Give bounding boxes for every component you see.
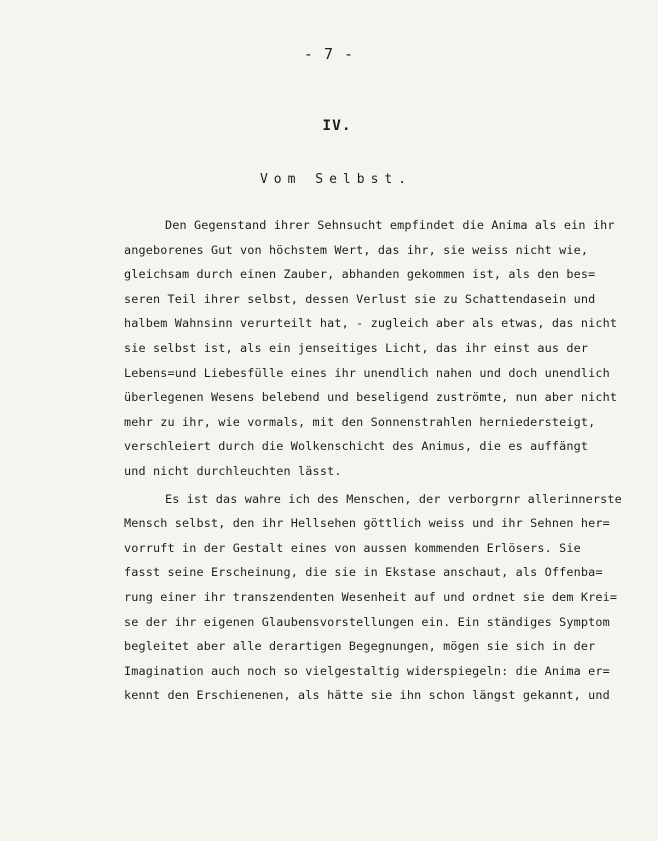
text-line: und nicht durchleuchten lässt. (124, 463, 342, 478)
body-text (124, 213, 624, 708)
text-line: angeborenes Gut von höchstem Wert, das ihr, sie weiss nicht wie, (124, 242, 589, 257)
text-line: begleitet aber alle derartigen Begegnungen, mögen sie sich in der (124, 639, 596, 654)
text-line: Den Gegenstand ihrer Sehnsucht empfindet die Anima als ein ihr (165, 218, 615, 232)
text-line: sie selbst ist, als ein jenseitiges Licht, das ihr einst aus der (124, 340, 589, 355)
text-line: Mensch selbst, den ihr Hellsehen göttlich weiss und ihr Sehnen her= (124, 516, 610, 531)
text-line: gleichsam durch einen Zauber, abhanden gekommen ist, als den bes= (124, 267, 596, 282)
text-line: Imagination auch noch so vielgestaltig widerspiegeln: die Anima er= (124, 663, 610, 678)
text-line: halbem Wahnsinn verurteilt hat, - zugleich aber als etwas, das nicht (124, 316, 618, 331)
text-line: rung einer ihr transzendenten Wesenheit auf und ordnet sie dem Krei= (124, 589, 618, 604)
text-line: se der ihr eigenen Glaubensvorstellungen ein. Ein ständiges Symptom (124, 614, 610, 629)
paragraph-2 (124, 487, 624, 708)
text-line: Es ist das wahre ich des Menschen, der verborgrnr allerinnerste (165, 491, 622, 506)
text-line: überlegenen Wesens belebend und beseligend zuströmte, nun aber nicht (124, 390, 618, 405)
text-line: verschleiert durch die Wolkenschicht des Animus, die es auffängt (124, 439, 589, 454)
paragraph-1 (124, 213, 624, 484)
text-line: Lebens=und Liebesfülle eines ihr unendlich nahen und doch unendlich (124, 365, 610, 380)
text-line: seren Teil ihrer selbst, dessen Verlust sie zu Schattendasein und (124, 291, 596, 306)
text-line: vorruft in der Gestalt eines von aussen kommenden Erlösers. Sie (124, 540, 581, 555)
chapter-numeral: IV. (322, 118, 352, 134)
text-line: mehr zu ihr, wie vormals, mit den Sonnenstrahlen herniedersteigt, (124, 414, 596, 429)
text-line: kennt den Erschienenen, als hätte sie ihn schon längst gekannt, und (124, 688, 610, 703)
chapter-title: Vom Selbst. (259, 172, 413, 187)
page-number: - 7 - (303, 45, 355, 63)
text-line: fasst seine Erscheinung, die sie in Ekstase anschaut, als Offenba= (124, 565, 603, 580)
